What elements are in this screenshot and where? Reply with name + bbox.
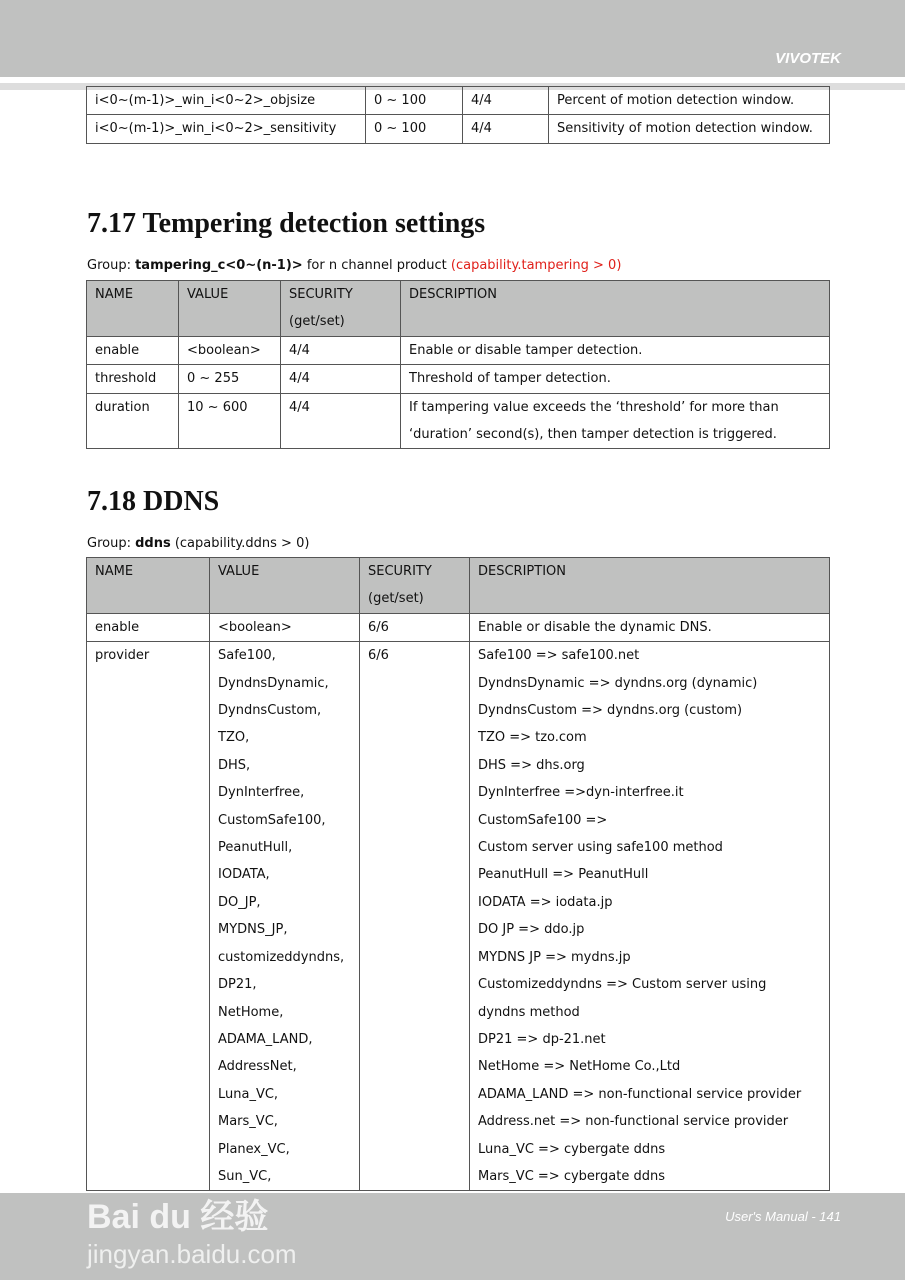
provider-description: Custom server using safe100 method [478,840,723,856]
table-cell: Enable or disable the dynamic DNS. [470,613,830,641]
provider-description: ADAMA_LAND => non-functional service provider [478,1086,802,1102]
baidu-watermark: Bai du 经验 [87,1198,269,1236]
table-cell: 4/4 [281,365,401,393]
tampering-group-line [87,258,621,273]
group-label: Group: [87,258,136,273]
provider-value: Mars_VC, [218,1114,278,1130]
provider-description: TZO => tzo.com [478,730,587,746]
provider-value: DO_JP, [218,894,261,910]
provider-description: DHS => dhs.org [478,757,585,773]
table-cell: 0 ~ 255 [179,365,281,393]
provider-description: Mars_VC => cybergate ddns [478,1168,665,1184]
provider-value: DHS, [218,757,251,773]
table-cell: duration [87,393,179,449]
table-cell: 6/6 [360,613,470,641]
table-cell: VALUE [179,281,281,337]
table-row [87,393,830,449]
page-header [0,0,905,83]
provider-value: DP21, [218,977,257,993]
provider-description: DyndnsCustom => dyndns.org (custom) [478,703,743,719]
provider-value: DynInterfree, [218,785,305,801]
table-cell: NAME [87,281,179,337]
section-title-ddns: 7.18 DDNS [87,486,220,517]
table-cell: 4/4 [281,393,401,449]
motion-window-table [86,86,830,144]
table-row [87,115,830,143]
provider-description: DyndnsDynamic => dyndns.org (dynamic) [478,675,758,691]
table-cell: <boolean> [210,613,360,641]
provider-description: DP21 => dp-21.net [478,1031,606,1047]
table-cell: Enable or disable tamper detection. [401,336,830,364]
page-number: User's Manual - 141 [725,1209,841,1224]
table-cell: 10 ~ 600 [179,393,281,449]
table-cell: VALUE [210,558,360,614]
table-cell: 0 ~ 100 [366,115,463,143]
ddns-table [86,557,830,1191]
table-cell: 4/4 [463,87,549,115]
provider-value: CustomSafe100, [218,812,326,828]
table-cell: enable [87,336,179,364]
table-cell: enable [87,613,210,641]
provider-value: AddressNet, [218,1059,297,1075]
provider-security: 6/6 [368,648,389,664]
provider-value: MYDNS_JP, [218,922,288,938]
provider-description: Customizeddyndns => Custom server using [478,977,767,993]
ddns-group-line [87,536,309,551]
provider-description: Luna_VC => cybergate ddns [478,1141,666,1157]
table-cell [87,642,210,1191]
provider-value: TZO, [218,730,250,746]
table-cell: SECURITY (get/set) [281,281,401,337]
provider-value: Luna_VC, [218,1086,279,1102]
table-cell: NAME [87,558,210,614]
table-cell [210,642,360,1191]
provider-description: DO JP => ddo.jp [478,922,585,938]
table-cell: 4/4 [281,336,401,364]
provider-value: NetHome, [218,1004,284,1020]
table-row [87,336,830,364]
table-cell: <boolean> [179,336,281,364]
group-suffix: for n channel product [302,258,451,273]
provider-description: DynInterfree =>dyn-interfree.it [478,785,684,801]
table-row-provider [87,642,830,1191]
table-cell: 0 ~ 100 [366,87,463,115]
provider-value: Planex_VC, [218,1141,290,1157]
table-header-row [87,281,830,337]
page-footer [0,1193,905,1280]
group-label: Group: [87,536,136,551]
brand-logo: VIVOTEK [775,50,841,67]
provider-value: Safe100, [218,648,276,664]
table-cell: Percent of motion detection window. [549,87,830,115]
table-cell: i<0~(m-1)>_win_i<0~2>_sensitivity [87,115,366,143]
provider-description: Address.net => non-functional service provider [478,1114,789,1130]
table-row [87,365,830,393]
section-title-tampering: 7.17 Tempering detection settings [87,208,486,239]
watermark-url: jingyan.baidu.com [87,1239,297,1269]
table-cell [360,642,470,1191]
provider-value: DyndnsCustom, [218,703,322,719]
provider-description: dyndns method [478,1004,580,1020]
provider-description: Safe100 => safe100.net [478,648,640,664]
table-cell: DESCRIPTION [470,558,830,614]
table-cell: i<0~(m-1)>_win_i<0~2>_objsize [87,87,366,115]
table-row [87,613,830,641]
provider-description: CustomSafe100 => [478,812,608,828]
table-cell [470,642,830,1191]
table-cell: threshold [87,365,179,393]
group-suffix: (capability.ddns > 0) [170,536,310,551]
provider-name: provider [95,648,150,664]
provider-description: NetHome => NetHome Co.,Ltd [478,1059,681,1075]
provider-value: PeanutHull, [218,840,293,856]
table-cell: Threshold of tamper detection. [401,365,830,393]
provider-value: Sun_VC, [218,1168,272,1184]
provider-value: customizeddyndns, [218,949,345,965]
table-cell: DESCRIPTION [401,281,830,337]
table-header-row [87,558,830,614]
group-name: ddns [135,536,171,551]
provider-value: DyndnsDynamic, [218,675,329,691]
table-cell: SECURITY (get/set) [360,558,470,614]
provider-description: MYDNS JP => mydns.jp [478,949,631,965]
provider-description: IODATA => iodata.jp [478,894,613,910]
table-cell: Sensitivity of motion detection window. [549,115,830,143]
group-condition: (capability.tampering > 0) [450,258,622,273]
table-cell: If tampering value exceeds the ‘threshold’ for more than ‘duration’ second(s), then tamper detection is triggered. [401,393,830,449]
provider-value: IODATA, [218,867,270,883]
provider-description: PeanutHull => PeanutHull [478,867,649,883]
table-cell: 4/4 [463,115,549,143]
group-name: tampering_c<0~(n-1)> [135,258,303,273]
table-row [87,87,830,115]
provider-value: ADAMA_LAND, [218,1031,313,1047]
tampering-table [86,280,830,449]
